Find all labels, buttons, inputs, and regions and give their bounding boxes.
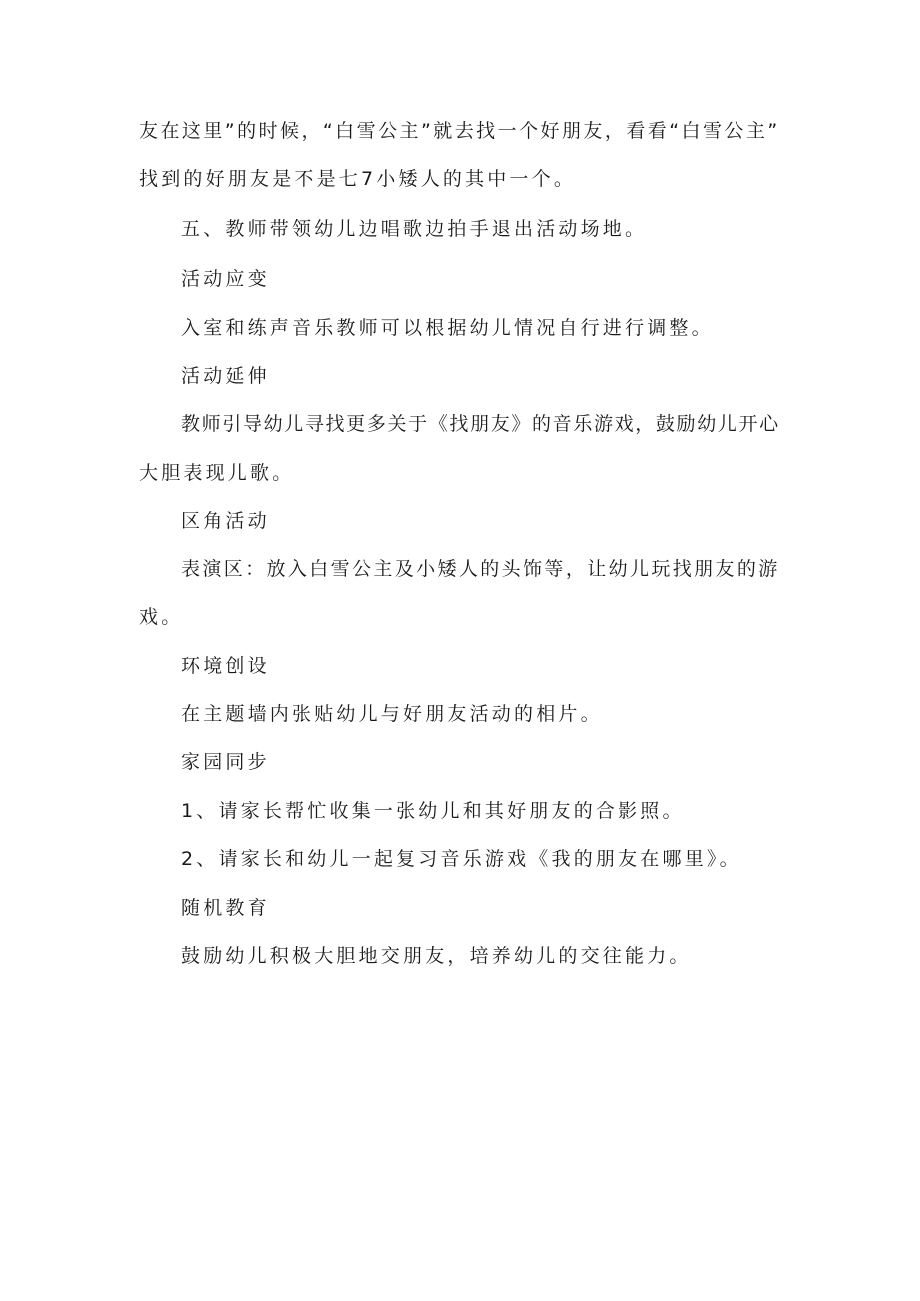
paragraph-line: 大胆表现儿歌。: [139, 462, 295, 484]
list-item: 2、请家长和幼儿一起复习音乐游戏《我的朋友在哪里》。: [181, 848, 742, 870]
section-heading: 活动应变: [181, 268, 270, 290]
paragraph-line: 表演区：放入白雪公主及小矮人的头饰等，让幼儿玩找朋友的游: [181, 558, 780, 580]
section-heading: 家园同步: [181, 751, 270, 773]
section-heading: 环境创设: [181, 655, 270, 677]
paragraph-line: 找到的好朋友是不是七7小矮人的其中一个。: [139, 168, 577, 190]
list-item: 1、请家长帮忙收集一张幼儿和其好朋友的合影照。: [181, 800, 685, 822]
section-heading: 区角活动: [181, 510, 270, 532]
paragraph-line: 鼓励幼儿积极大胆地交朋友，培养幼儿的交往能力。: [181, 945, 692, 967]
paragraph-line: 五、教师带领幼儿边唱歌边拍手退出活动场地。: [181, 218, 648, 240]
paragraph-line: 入室和练声音乐教师可以根据幼儿情况自行进行调整。: [181, 317, 714, 339]
paragraph-line: 在主题墙内张贴幼儿与好朋友活动的相片。: [181, 703, 603, 725]
paragraph-line: 教师引导幼儿寻找更多关于《找朋友》的音乐游戏，鼓励幼儿开心: [181, 413, 780, 435]
section-heading: 随机教育: [181, 897, 270, 919]
section-heading: 活动延伸: [181, 365, 270, 387]
paragraph-line: 戏。: [139, 606, 184, 628]
paragraph-line: 友在这里”的时候，“白雪公主”就去找一个好朋友，看看“白雪公主”: [139, 120, 780, 142]
